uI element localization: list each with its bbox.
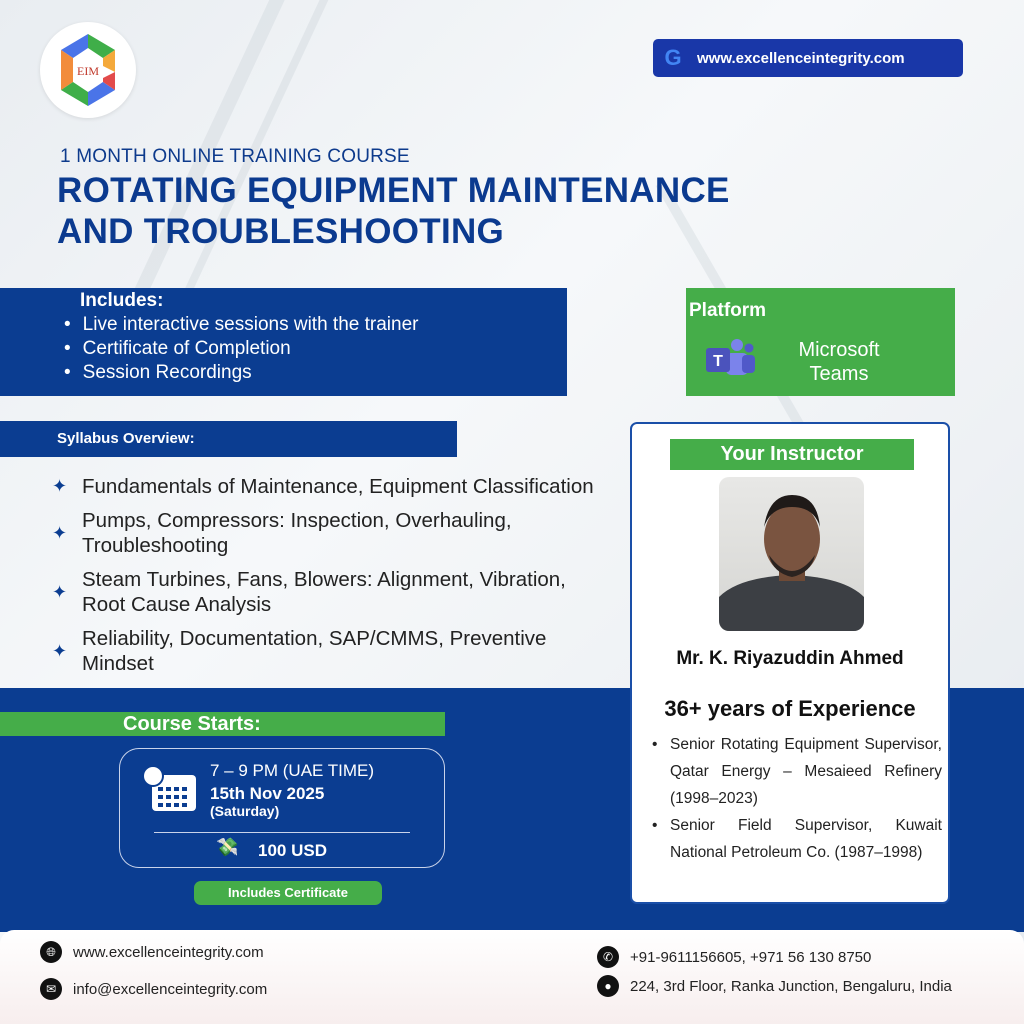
instructor-photo [719,477,864,631]
footer-website[interactable] [40,941,264,963]
course-starts-heading: Course Starts: [0,712,445,736]
platform-name-line1: Microsoft [798,339,880,361]
google-icon: G [664,45,682,70]
star-icon: ✦ [52,640,68,661]
includes-item: • Live interactive sessions with the trainer [64,313,567,337]
course-subtitle: 1 MONTH ONLINE TRAINING COURSE [60,146,410,167]
includes-certificate-badge: Includes Certificate [194,881,382,905]
footer-email[interactable] [40,978,267,1000]
role-item: • Senior Rotating Equipment Supervisor, Qatar Energy – Mesaieed Refinery (1998–2023) [650,731,942,812]
includes-box [0,288,567,396]
footer-phone-text: +91-9611156605, +971 56 130 8750 [630,948,872,966]
instructor-card [630,422,950,904]
instructor-experience: 36+ years of Experience [664,696,916,721]
syllabus-item-text: Steam Turbines, Fans, Blowers: Alignment, Vibration, Root Cause Analysis [82,568,566,616]
title-line-2: AND TROUBLESHOOTING [57,212,505,251]
schedule-time: 7 – 9 PM (UAE TIME) [210,761,375,780]
teams-icon [704,338,756,380]
footer-address-text: 224, 3rd Floor, Ranka Junction, Bengaluru, India [630,977,952,995]
instructor-heading: Your Instructor [670,439,914,470]
syllabus-heading: Syllabus Overview: [0,421,457,457]
platform-name [784,338,894,386]
syllabus-item [52,626,632,676]
platform-name-line2: Teams [809,363,869,385]
title-line-1: ROTATING EQUIPMENT MAINTENANCE [57,171,730,210]
footer-website-text: www.excellenceintegrity.com [73,943,264,961]
includes-heading: Includes: [80,290,164,311]
money-hand-icon: 💸 [216,837,239,857]
syllabus-item-text: Pumps, Compressors: Inspection, Overhauling, Troubleshooting [82,509,512,557]
calendar-clock-icon [142,765,198,815]
includes-item: • Certificate of Completion [64,337,567,361]
includes-item: • Session Recordings [64,361,567,385]
role-item: • Senior Field Supervisor, Kuwait National Petroleum Co. (1987–1998) [650,812,942,866]
syllabus-item [52,567,632,617]
syllabus-list [52,474,632,685]
website-link[interactable] [653,39,963,77]
footer [0,930,1024,1024]
syllabus-item-text: Fundamentals of Maintenance, Equipment Classification [82,475,594,498]
footer-phone[interactable] [597,946,871,968]
platform-box [686,288,955,396]
eim-logo [40,22,136,118]
course-price: 100 USD [258,841,327,860]
globe-icon: 🌐︎ [40,941,62,963]
phone-icon: ✆ [597,946,619,968]
svg-text:T: T [713,353,723,370]
schedule-box [119,748,445,868]
footer-address [597,975,952,997]
star-icon: ✦ [52,522,68,543]
website-text: www.excellenceintegrity.com [697,49,905,67]
schedule-date: 15th Nov 2025 [210,784,325,803]
footer-email-text: info@excellenceintegrity.com [73,980,268,998]
instructor-name: Mr. K. Riyazuddin Ahmed [676,648,904,669]
location-pin-icon: ● [597,975,619,997]
mail-icon: ✉ [40,978,62,1000]
schedule-day: (Saturday) [210,803,280,819]
syllabus-item-text: Reliability, Documentation, SAP/CMMS, Preventive Mindset [82,627,547,675]
instructor-roles [650,731,942,866]
syllabus-item [52,474,632,499]
syllabus-item [52,508,632,558]
star-icon: ✦ [52,476,68,496]
course-title [57,170,730,252]
logo-text: EIM [77,64,99,78]
platform-label: Platform [689,300,767,321]
divider [154,832,410,833]
star-icon: ✦ [52,581,68,602]
